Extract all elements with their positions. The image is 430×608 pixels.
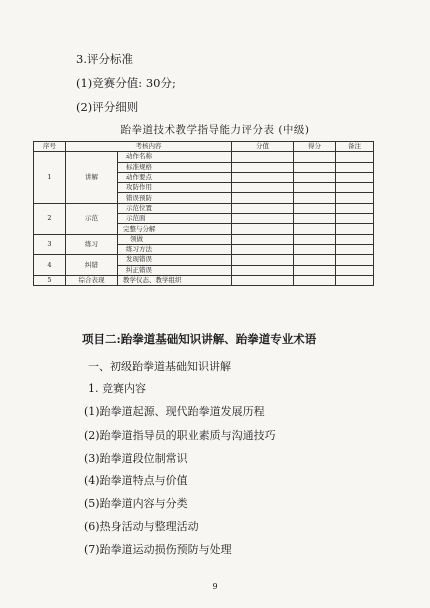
row-item: 练习方法 [118,244,232,254]
row-category: 练习 [66,234,118,255]
header-cell-number: 序号 [34,142,66,152]
row-item: 动作名称 [118,152,232,162]
header-cell-score-got: 得分 [294,142,336,152]
row-number: 4 [34,255,66,276]
project-subheading: 一、初级跆拳道基础知识讲解 [88,360,231,373]
row-item: 示范面 [118,214,232,224]
header-cell-remarks: 备注 [336,142,374,152]
row-number: 2 [34,203,66,234]
list-item: (6)热身活动与整理活动 [84,520,199,533]
row-category: 综合表现 [66,275,118,285]
row-number: 1 [34,152,66,203]
list-item: (7)跆拳道运动损伤预防与处理 [84,543,232,556]
project-two-title: 项目二:跆拳道基础知识讲解、跆拳道专业术语 [82,332,317,346]
list-item: (2)跆拳道指导员的职业素质与沟通技巧 [84,429,276,442]
score-details-line: (2)评分细则 [76,100,139,114]
table-title: 跆拳道技术教学指导能力评分表 (中级) [120,124,310,136]
page-number: 9 [212,582,218,591]
row-category: 示范 [66,203,118,234]
row-category: 纠错 [66,255,118,276]
table-row [34,234,374,244]
row-number: 3 [34,234,66,255]
header-cell-content: 考核内容 [66,142,232,152]
row-item: 发现错误 [118,255,232,265]
row-item: 攻防作用 [118,183,232,193]
table-header-row [34,142,374,152]
scoring-standard-heading: 3.评分标准 [76,52,133,66]
list-item: (4)跆拳道特点与价值 [84,474,188,487]
list-item: (3)跆拳道段位制常识 [84,452,188,465]
table-row [34,255,374,265]
list-item: (1)跆拳道起源、现代跆拳道发展历程 [84,405,265,418]
row-item: 错误预防 [118,193,232,203]
row-item: 示范位置 [118,203,232,213]
table-row [34,152,374,162]
scoring-table [33,141,374,286]
row-item: 教学仪态、教学组织 [118,275,232,285]
competition-content-heading: 1. 竞赛内容 [88,382,146,395]
row-category: 讲解 [66,152,118,203]
row-item: 领做 [118,234,232,244]
table-row [34,203,374,213]
row-number: 5 [34,275,66,285]
table-row [34,275,374,285]
row-item: 完整与分解 [118,224,232,234]
list-item: (5)跆拳道内容与分类 [84,497,188,510]
header-cell-score-value: 分值 [232,142,294,152]
row-item: 动作要点 [118,172,232,182]
score-value-line: (1)竞赛分值: 30分; [76,76,176,90]
row-item: 纠正错误 [118,265,232,275]
row-item: 标准规格 [118,162,232,172]
